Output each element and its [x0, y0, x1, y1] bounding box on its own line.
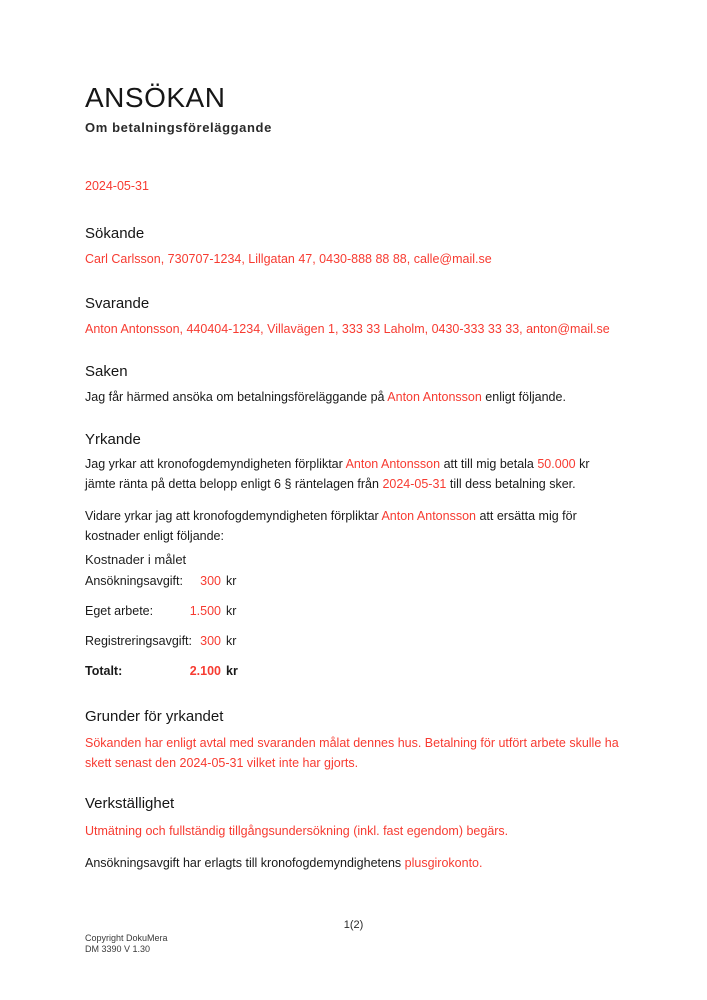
cost-label: Eget arbete: — [85, 604, 154, 618]
cost-unit: kr — [226, 634, 237, 648]
cost-value: 300 — [200, 634, 221, 648]
yrkande-paragraph2-line2: kostnader enligt följande: — [85, 529, 224, 543]
document-date: 2024-05-31 — [85, 179, 149, 193]
fee-paid-line — [85, 853, 482, 873]
section-heading-yrkande: Yrkande — [85, 431, 141, 448]
applicant-details: Carl Carlsson, 730707-1234, Lillgatan 47, 0430-888 88 88, calle@mail.se — [85, 252, 492, 266]
saken-text-pre: Jag får härmed ansöka om betalningsföreläggande på — [85, 390, 388, 404]
yrkande-text: kr — [575, 457, 590, 471]
enforcement-request-line: Utmätning och fullständig tillgångsundersökning (inkl. fast egendom) begärs. — [85, 824, 509, 838]
claim-amount: 50.000 — [537, 457, 576, 471]
yrkande-text: Jag yrkar att kronofogdemyndigheten förpliktar — [85, 457, 346, 471]
cost-value: 1.500 — [189, 604, 221, 618]
interest-start-date: 2024-05-31 — [382, 477, 447, 491]
cost-label: Ansökningsavgift: — [85, 574, 183, 588]
cost-unit: kr — [226, 664, 238, 678]
yrkande-text: Vidare yrkar jag att kronofogdemyndigheten förpliktar — [85, 509, 382, 523]
cost-label: Registreringsavgift: — [85, 634, 192, 648]
yrkande-paragraph2-line1 — [85, 506, 577, 526]
yrkande-respondent-name: Anton Antonsson — [381, 509, 476, 523]
cost-row-registration-fee — [85, 634, 630, 648]
section-heading-sokande: Sökande — [85, 225, 145, 242]
document-subtitle: Om betalningsföreläggande — [85, 120, 272, 135]
page-number: 1(2) — [343, 919, 364, 931]
yrkande-paragraph1-line2 — [85, 474, 576, 494]
grunder-line1: Sökanden har enligt avtal med svaranden målat dennes hus. Betalning för utfört arbete skulle ha — [85, 736, 619, 750]
payment-account-placeholder: plusgirokonto. — [404, 856, 483, 870]
costs-subheading: Kostnader i målet — [85, 552, 187, 567]
yrkande-paragraph1-line1 — [85, 454, 589, 474]
copyright-line1: Copyright DokuMera — [85, 933, 168, 943]
cost-unit: kr — [226, 574, 237, 588]
cost-unit: kr — [226, 604, 237, 618]
cost-label: Totalt: — [85, 664, 123, 678]
yrkande-text: att till mig betala — [440, 457, 538, 471]
cost-row-total — [85, 664, 630, 678]
yrkande-text: att ersätta mig för — [476, 509, 577, 523]
yrkande-text: till dess betalning sker. — [446, 477, 576, 491]
fee-paid-text: Ansökningsavgift har erlagts till kronofogdemyndighetens — [85, 856, 405, 870]
section-heading-saken: Saken — [85, 363, 128, 380]
cost-row-application-fee — [85, 574, 630, 588]
yrkande-respondent-name: Anton Antonsson — [345, 457, 441, 471]
cost-value: 300 — [200, 574, 221, 588]
cost-row-own-work — [85, 604, 630, 618]
copyright-line2: DM 3390 V 1.30 — [85, 944, 151, 954]
grunder-line2: skett senast den 2024-05-31 vilket inte har gjorts. — [85, 756, 359, 770]
cost-value: 2.100 — [189, 664, 221, 678]
document-title: ANSÖKAN — [85, 82, 226, 113]
respondent-details: Anton Antonsson, 440404-1234, Villavägen 1, 333 33 Laholm, 0430-333 33 33, anton@mail.se — [85, 322, 610, 336]
yrkande-text: jämte ränta på detta belopp enligt 6 § räntelagen från — [85, 477, 383, 491]
section-heading-verkstallighet: Verkställighet — [85, 795, 175, 812]
saken-respondent-name: Anton Antonsson — [387, 390, 482, 404]
section-heading-svarande: Svarande — [85, 295, 150, 312]
saken-text-post: enligt följande. — [481, 390, 566, 404]
section-heading-grunder: Grunder för yrkandet — [85, 708, 224, 725]
saken-paragraph — [85, 387, 566, 407]
